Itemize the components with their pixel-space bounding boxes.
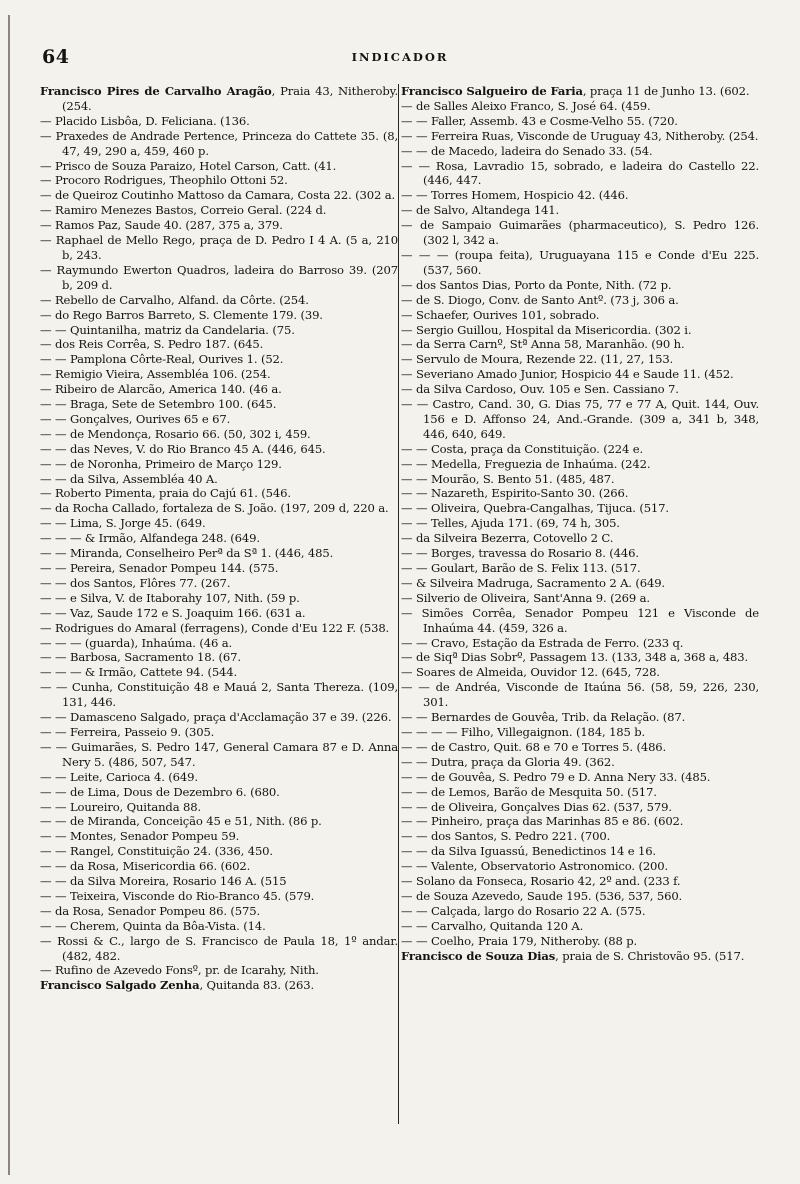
right-column-entry: — Soares de Almeida, Ouvidor 12. (645, 728. <box>401 665 660 680</box>
right-column-entry: — — Borges, travessa do Rosario 8. (446. <box>401 546 639 561</box>
left-column-entry: — Rossi & C., largo de S. Francisco de Paula 18, 1º andar. (482, 482. <box>40 933 398 963</box>
left-column-entry: — da Rocha Callado, fortaleza de S. João. (197, 209 d, 220 a. <box>40 501 389 516</box>
right-column-entry: — dos Santos Dias, Porto da Ponte, Nith. (72 p. <box>401 277 672 292</box>
right-column <box>401 84 759 963</box>
right-column-entry: — — — — Filho, Villegaignon. (184, 185 b. <box>401 724 646 739</box>
left-column-entry: Francisco Pires de Carvalho Aragão, Praia 43, Nitheroby. (254. <box>40 84 399 113</box>
left-column-entry: — — — (guarda), Inhaúma. (46 a. <box>40 635 233 650</box>
left-column-entry: — dos Reis Corrêa, S. Pedro 187. (645. <box>40 337 264 352</box>
left-column-entry: — — da Silva Moreira, Rosario 146 A. (515 <box>40 874 287 889</box>
left-column-entry: — — Pamplona Côrte-Real, Ourives 1. (52. <box>40 352 284 367</box>
left-column-entry: — — Loureiro, Quitanda 88. <box>40 799 201 814</box>
right-column-entry: — de Salvo, Altandega 141. <box>401 203 560 218</box>
right-column-entry: — — Bernardes de Gouvêa, Trib. da Relação. (87. <box>401 710 686 725</box>
right-column-entry: — — de Lemos, Barão de Mesquita 50. (517. <box>401 784 657 799</box>
left-column-entry: — Rebello de Carvalho, Alfand. da Côrte. (254. <box>40 292 309 307</box>
right-column-entry: Francisco Salgueiro de Faria, praça 11 de Junho 13. (602. <box>401 84 750 98</box>
left-column-entry: — — Montes, Senador Pompeu 59. <box>40 829 240 844</box>
right-column-entry: — de Souza Azevedo, Saude 195. (536, 537, 560. <box>401 888 683 903</box>
left-column-entry: — Rufino de Azevedo Fonsº, pr. de Icarahy, Nith. <box>40 963 319 978</box>
left-column-entry: — da Rosa, Senador Pompeu 86. (575. <box>40 903 261 918</box>
right-column-entry: — — Coelho, Praia 179, Nitheroby. (88 p. <box>401 933 638 948</box>
headword: Francisco Salgado Zenha <box>40 978 200 993</box>
left-column-entry: — Ramos Paz, Saude 40. (287, 375 a, 379. <box>40 218 283 233</box>
right-column-entry: — — Calçada, largo do Rosario 22 A. (575. <box>401 903 646 918</box>
right-column-entry: — Servulo de Moura, Rezende 22. (11, 27, 153. <box>401 352 674 367</box>
left-column-entry: — — dos Santos, Flôres 77. (267. <box>40 575 231 590</box>
page-header <box>40 46 760 70</box>
left-column-entry: — Remigio Vieira, Assembléa 106. (254. <box>40 367 271 382</box>
left-column-entry: — Procoro Rodrigues, Theophilo Ottoni 52. <box>40 173 288 188</box>
left-column-entry: — — Lima, S. Jorge 45. (649. <box>40 516 206 531</box>
left-column-entry: — — — & Irmão, Cattete 94. (544. <box>40 665 238 680</box>
right-column-entry: — — Rosa, Lavradio 15, sobrado, e ladeira do Castello 22. (446, 447. <box>401 158 759 188</box>
left-column-entry: — — Ferreira, Passeio 9. (305. <box>40 724 215 739</box>
right-column-entry: — — Pinheiro, praça das Marinhas 85 e 86. (602. <box>401 814 684 829</box>
left-column-entry: — Placido Lisbôa, D. Feliciana. (136. <box>40 113 250 128</box>
running-title: INDICADOR <box>351 50 449 64</box>
right-column-entry: — — Cravo, Estação da Estrada de Ferro. (233 q. <box>401 635 684 650</box>
right-column-entry: — — Goulart, Barão de S. Felix 113. (517. <box>401 561 641 575</box>
right-column-entry: — — — (roupa feita), Uruguayana 115 e Conde d'Eu 225. (537, 560. <box>401 247 759 277</box>
right-column-entry: — — Oliveira, Quebra-Cangalhas, Tijuca. (517. <box>401 501 669 516</box>
right-column-entry: — — Telles, Ajuda 171. (69, 74 h, 305. <box>401 516 620 531</box>
left-column-entry: — Prisco de Souza Paraizo, Hotel Carson, Catt. (41. <box>40 158 337 173</box>
left-column-entry: — do Rego Barros Barreto, S. Clemente 179. (39. <box>40 307 323 322</box>
right-column-entry: — — Ferreira Ruas, Visconde de Uruguay 43, Nitheroby. (254. <box>401 128 759 143</box>
right-column-entry: — de Sampaio Guimarães (pharmaceutico), S. Pedro 126. (302 l, 342 a. <box>401 218 759 248</box>
left-column-entry: — — de Mendonça, Rosario 66. (50, 302 i, 459. <box>40 426 311 441</box>
right-column-entry: — — Dutra, praça da Gloria 49. (362. <box>401 754 615 769</box>
right-column-entry: — — Valente, Observatorio Astronomico. (200. <box>401 859 669 874</box>
right-column-entry: — — Castro, Cand. 30, G. Dias 75, 77 e 77 A, Quit. 144, Ouv. 156 e D. Affonso 24, And.-Grande. (309 a, 341 b, 348, 446, 640, 649. <box>401 397 759 441</box>
right-column-entry: — da Silveira Bezerra, Cotovello 2 C. <box>401 531 614 546</box>
right-column-entry: — de Siqª Dias Sobrº, Passagem 13. (133, 348 a, 368 a, 483. <box>401 650 749 665</box>
right-column-entry: — — da Silva Iguassú, Benedictinos 14 e 16. <box>401 844 656 859</box>
left-column-entry: — — da Silva, Assembléa 40 A. <box>40 471 218 486</box>
right-column-entry: — de S. Diogo, Conv. de Santo Antº. (73 j, 306 a. <box>401 292 679 307</box>
left-column-entry: — — Leite, Carioca 4. (649. <box>40 769 198 784</box>
right-column-entry: — Severiano Amado Junior, Hospicio 44 e Saude 11. (452. <box>401 367 734 382</box>
left-column-entry: — — Pereira, Senador Pompeu 144. (575. <box>40 561 279 575</box>
left-column-entry: — — Quintanilha, matriz da Candelaria. (75. <box>40 322 295 337</box>
left-column-entry: — — da Rosa, Misericordia 66. (602. <box>40 859 251 874</box>
right-column-entry: Francisco de Souza Dias, praia de S. Christovão 95. (517. <box>401 948 745 963</box>
left-column-entry: — — Miranda, Conselheiro Perª da Sª 1. (446, 485. <box>40 546 334 561</box>
scan-margin-line <box>8 15 10 1175</box>
right-column-entry: — — de Castro, Quit. 68 e 70 e Torres 5. (486. <box>401 739 667 754</box>
right-column-entry: — Schaefer, Ourives 101, sobrado. <box>401 307 600 322</box>
right-column-entry: — Silverio de Oliveira, Sant'Anna 9. (269 a. <box>401 590 650 605</box>
right-column-entry: — — Faller, Assemb. 43 e Cosme-Velho 55. (720. <box>401 113 678 128</box>
left-column-entry: — — Gonçalves, Ourives 65 e 67. <box>40 411 231 426</box>
right-column-entry: — — Carvalho, Quitanda 120 A. <box>401 918 584 933</box>
left-column <box>40 84 398 993</box>
headword: Francisco de Souza Dias <box>401 948 556 963</box>
left-column-entry: — — Damasceno Salgado, praça d'Acclamação 37 e 39. (226. <box>40 710 392 725</box>
left-column-entry: — — de Noronha, Primeiro de Março 129. <box>40 456 282 471</box>
left-column-entry: — Ramiro Menezes Bastos, Correio Geral. (224 d. <box>40 203 327 218</box>
left-column-entry: — Ribeiro de Alarcão, America 140. (46 a. <box>40 382 282 397</box>
headword: Francisco Pires de Carvalho Aragão <box>40 84 272 98</box>
left-column-entry: — — Braga, Sete de Setembro 100. (645. <box>40 397 277 412</box>
right-column-entry: — — de Oliveira, Gonçalves Dias 62. (537, 579. <box>401 799 672 814</box>
left-column-entry: — — de Lima, Dous de Dezembro 6. (680. <box>40 784 280 799</box>
right-column-entry: — — Mourão, S. Bento 51. (485, 487. <box>401 471 615 486</box>
left-column-entry: — — Teixeira, Visconde do Rio-Branco 45. (579. <box>40 888 315 903</box>
right-column-entry: — — de Macedo, ladeira do Senado 33. (54. <box>401 143 653 158</box>
page-number: 64 <box>42 46 70 68</box>
left-column-entry: — — Rangel, Constituição 24. (336, 450. <box>40 844 273 859</box>
left-column-entry: — de Queiroz Coutinho Mattoso da Camara, Costa 22. (302 a. <box>40 188 396 203</box>
left-column-entry: — — Barbosa, Sacramento 18. (67. <box>40 650 241 665</box>
right-column-entry: — da Silva Cardoso, Ouv. 105 e Sen. Cassiano 7. <box>401 382 679 397</box>
right-column-entry: — Simões Corrêa, Senador Pompeu 121 e Visconde de Inhaúma 44. (459, 326 a. <box>401 605 759 635</box>
left-column-entry: — — Cunha, Constituição 48 e Mauá 2, Santa Thereza. (109, 131, 446. <box>40 680 398 710</box>
right-column-entry: — — Nazareth, Espirito-Santo 30. (266. <box>401 486 629 501</box>
left-column-entry: — — Vaz, Saude 172 e S. Joaquim 166. (631 a. <box>40 605 306 620</box>
right-column-entry: — — Costa, praça da Constituição. (224 e. <box>401 441 644 456</box>
left-column-entry: — — — & Irmão, Alfandega 248. (649. <box>40 531 260 546</box>
left-column-entry: — — e Silva, V. de Itaborahy 107, Nith. (59 p. <box>40 590 300 605</box>
right-column-entry: — — Medella, Freguezia de Inhaúma. (242. <box>401 456 651 471</box>
right-column-entry: — — de Andréa, Visconde de Itaúna 56. (58, 59, 226, 230, 301. <box>401 680 759 710</box>
right-column-entry: — & Silveira Madruga, Sacramento 2 A. (649. <box>401 575 665 590</box>
left-column-entry: — — de Miranda, Conceição 45 e 51, Nith. (86 p. <box>40 814 322 829</box>
right-column-entry: — — dos Santos, S. Pedro 221. (700. <box>401 829 611 844</box>
left-column-entry: — Raymundo Ewerton Quadros, ladeira do Barroso 39. (207 b, 209 d. <box>40 262 398 292</box>
left-column-entry: Francisco Salgado Zenha, Quitanda 83. (263. <box>40 978 315 993</box>
headword: Francisco Salgueiro de Faria <box>401 84 583 98</box>
right-column-entry: — — Torres Homem, Hospicio 42. (446. <box>401 188 629 203</box>
right-column-entry: — de Salles Aleixo Franco, S. José 64. (459. <box>401 98 651 113</box>
left-column-entry: — Roberto Pimenta, praia do Cajú 61. (546. <box>40 486 291 501</box>
left-column-entry: — — das Neves, V. do Rio Branco 45 A. (446, 645. <box>40 441 326 456</box>
left-column-entry: — Raphael de Mello Rego, praça de D. Pedro I 4 A. (5 a, 210 b, 243. <box>40 233 398 262</box>
right-column-entry: — Sergio Guillou, Hospital da Misericordia. (302 i. <box>401 322 692 337</box>
right-column-entry: — Solano da Fonseca, Rosario 42, 2º and. (233 f. <box>401 874 681 889</box>
left-column-entry: — — Guimarães, S. Pedro 147, General Camara 87 e D. Anna Nery 5. (486, 507, 547. <box>40 739 398 769</box>
left-column-entry: — Praxedes de Andrade Pertence, Princeza do Cattete 35. (8, 47, 49, 290 a, 459, 460 p. <box>40 128 398 158</box>
right-column-entry: — — de Gouvêa, S. Pedro 79 e D. Anna Nery 33. (485. <box>401 769 711 784</box>
left-column-entry: — Rodrigues do Amaral (ferragens), Conde d'Eu 122 F. (538. <box>40 620 390 635</box>
column-divider <box>398 84 399 1124</box>
left-column-entry: — — Cherem, Quinta da Bôa-Vista. (14. <box>40 918 266 933</box>
right-column-entry: — da Serra Carnº, Stª Anna 58, Maranhão. (90 h. <box>401 337 685 352</box>
